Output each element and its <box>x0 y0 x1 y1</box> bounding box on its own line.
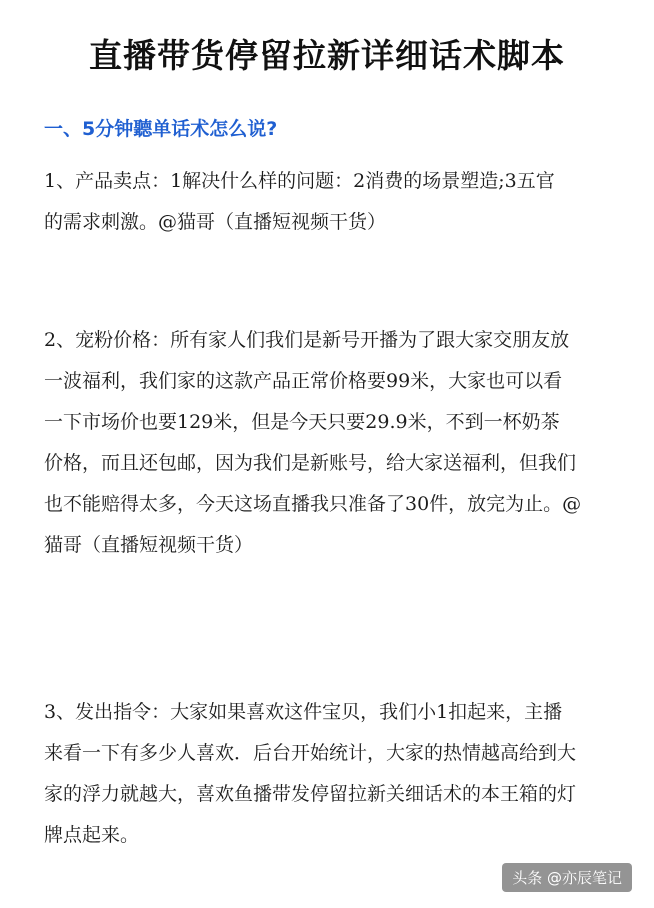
paragraph-line: 一波福利，我们家的这款产品正常价格要99米，大家也可以看 <box>44 370 563 392</box>
paragraph-issue-instruction <box>44 692 614 856</box>
paragraph-line: 猫哥（直播短视频干货） <box>44 534 254 556</box>
paragraph-line: 1、产品卖点：1解决什么样的问题：2消费的场景塑造;3五官 <box>44 170 555 192</box>
paragraph-line: 牌点起来。 <box>44 824 140 846</box>
paragraph-line: 来看一下有多少人喜欢．后台开始统计，大家的热情越高给到大 <box>44 742 577 764</box>
section-heading: 一、5分钟聽单话术怎么说? <box>44 118 278 140</box>
paragraph-product-selling-points <box>44 161 614 243</box>
paragraph-line: 2、宠粉价格：所有家人们我们是新号开播为了跟大家交朋友放 <box>44 329 570 351</box>
paragraph-line: 家的浮力就越大，喜欢鱼播带发停留拉新关细话术的本王箱的灯 <box>44 783 577 805</box>
paragraph-fan-price <box>44 320 614 566</box>
paragraph-line: 一下市场价也要129米，但是今天只要29.9米，不到一杯奶茶 <box>44 411 560 433</box>
paragraph-line: 价格，而且还包邮，因为我们是新账号，给大家送福利，但我们 <box>44 452 577 474</box>
document-title: 直播带货停留拉新详细话术脚本 <box>89 36 565 75</box>
paragraph-line: 也不能赔得太多，今天这场直播我只准备了30件，放完为止。@ <box>44 493 582 515</box>
paragraph-line: 的需求刺激。@猫哥（直播短视频干货） <box>44 211 387 233</box>
watermark-label: 头条 @亦辰笔记 <box>502 863 632 892</box>
paragraph-line: 3、发出指令：大家如果喜欢这件宝贝，我们小1扣起来，主播 <box>44 701 563 723</box>
